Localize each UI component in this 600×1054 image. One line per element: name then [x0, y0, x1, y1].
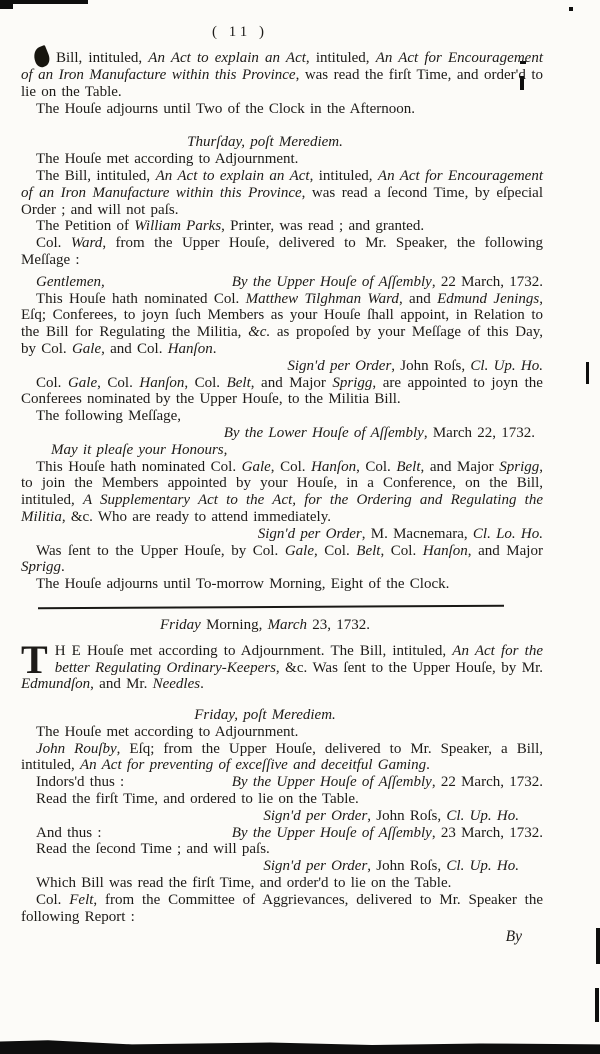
heading-friday-post-merediem: Friday, poſt Merediem.	[194, 707, 336, 724]
text-column	[21, 24, 543, 946]
gaming-bill-first-reading: Which Bill was read the firſt Time, and order'd to lie on the Table.	[36, 875, 452, 892]
scan-artifact-bottom-bar	[0, 1038, 600, 1054]
lower-house-message-body: This Houſe hath nominated Col. Gale, Col. Hanſon, Col. Belt, and Major Sprigg, to join the Members appointed by your Houſe, in a Conference, on the Bill, intituled, A Supplementary Act to the Act, for the Ordering and Regulating the Militia, &c. Who are ready to attend immediately.	[21, 458, 543, 525]
signed-john-ross-1: Sign'd per Order, John Roſs, Cl. Up. Ho.	[287, 357, 543, 374]
adjourn-to-afternoon: The Houſe adjourns until Two of the Clock in the Afternoon.	[36, 100, 416, 117]
section-divider-rule	[38, 605, 504, 609]
friday-morning-body: T H E Houſe met according to Adjournment. The Bill, intituled, An Act for the better Regulating Ordinary-Keepers, &c. Was ſent to the Upper Houſe, by Mr. Edmundſon, and Mr. Needles.	[21, 636, 544, 693]
scan-artifact-speck	[569, 7, 573, 11]
scan-artifact-top-corner	[0, 0, 13, 9]
indorsed-thus: Indors'd thus : By the Upper Houſe of Aſſembly, 22 March, 1732.	[36, 774, 543, 791]
house-met-friday: The Houſe met according to Adjournment.	[36, 723, 299, 740]
conferees-appointed: Col. Gale, Col. Hanſon, Col. Belt, and Major Sprigg, are appointed to joyn the Conferees nominated by the Upper Houſe, to the Militia Bill.	[21, 374, 543, 408]
col-ward-message-intro: Col. Ward, from the Upper Houſe, delivered to Mr. Speaker, the following Meſſage :	[21, 235, 543, 268]
scan-artifact-edge-mark	[586, 362, 589, 384]
and-thus: And thus : By the Upper Houſe of Aſſembly, 23 March, 1732.	[36, 824, 543, 841]
rousby-gaming-bill: John Rouſby, Eſq; from the Upper Houſe, delivered to Mr. Speaker, a Bill, intituled, An Act for preventing of exceſſive and deceitful Gaming.	[21, 740, 543, 774]
house-met-thursday: The Houſe met according to Adjournment.	[36, 151, 299, 168]
signed-john-ross-2: Sign'd per Order, John Roſs, Cl. Up. Ho.	[263, 807, 519, 824]
signed-macnemara: Sign'd per Order, M. Macnemara, Cl. Lo. Ho.	[257, 525, 543, 542]
lower-house-attrib: By the Lower Houſe of Aſſembly, March 22, 1732.	[223, 424, 535, 441]
drop-cap: T	[21, 636, 48, 682]
adjourn-to-morrow: The Houſe adjourns until To-morrow Morning, Eight of the Clock.	[36, 576, 450, 593]
bill-iron-second-reading: The Bill, intituled, An Act to explain an Act, intituled, An Act for Encouragement of an Iron Manufacture within this Province, was read a ſecond Time, by eſpecial Order ; and will not paſs.	[21, 167, 544, 218]
scan-artifact-edge-mark	[595, 988, 599, 1022]
scan-artifact-edge-mark	[596, 928, 600, 964]
following-message-intro: The following Meſſage,	[36, 408, 182, 425]
signed-john-ross-3: Sign'd per Order, John Roſs, Cl. Up. Ho.	[263, 858, 519, 875]
catchword: By	[505, 928, 522, 946]
read-second-time: Read the ſecond Time ; and will paſs.	[36, 841, 270, 858]
ornament-leaf-icon	[31, 45, 52, 69]
col-felt-report: Col. Felt, from the Committee of Aggrievances, delivered to Mr. Speaker the following Report :	[21, 891, 543, 925]
heading-friday-morning: Friday Morning, March 23, 1732.	[159, 616, 370, 633]
page-number: ( 11 )	[212, 24, 268, 40]
petition-william-parks: The Petition of William Parks, Printer, was read ; and granted.	[36, 218, 425, 235]
heading-thursday-post-merediem: Thurſday, poſt Merediem.	[187, 134, 343, 151]
scan-artifact-top-strip	[0, 0, 88, 4]
bill-iron-manufacture-first-reading: Bill, intituled, An Act to explain an Act, intituled, An Act for Encouragement of an Iron Manufacture within this Province, was read the firſt Time, and order'd to lie on the Table.	[21, 47, 543, 101]
read-first-time: Read the firſt Time, and ordered to lie on the Table.	[36, 791, 359, 808]
sent-to-upper-house: Was ſent to the Upper Houſe, by Col. Gale, Col. Belt, Col. Hanſon, and Major Sprigg.	[21, 542, 543, 576]
document-body	[21, 47, 543, 946]
upper-house-message-body: This Houſe hath nominated Col. Matthew Tilghman Ward, and Edmund Jenings, Eſq; Conferees, to joyn ſuch Members as your Houſe ſhall appoint, in Relation to the Bill for Regulating the Militia, &c. as propoſed by your Meſſage of this Day, by Col. Gale, and Col. Hanſon.	[21, 290, 544, 357]
honours-salutation: May it pleaſe your Honours,	[51, 441, 228, 458]
upper-house-salutation: Gentlemen, By the Upper Houſe of Aſſembly, 22 March, 1732.	[36, 273, 543, 290]
